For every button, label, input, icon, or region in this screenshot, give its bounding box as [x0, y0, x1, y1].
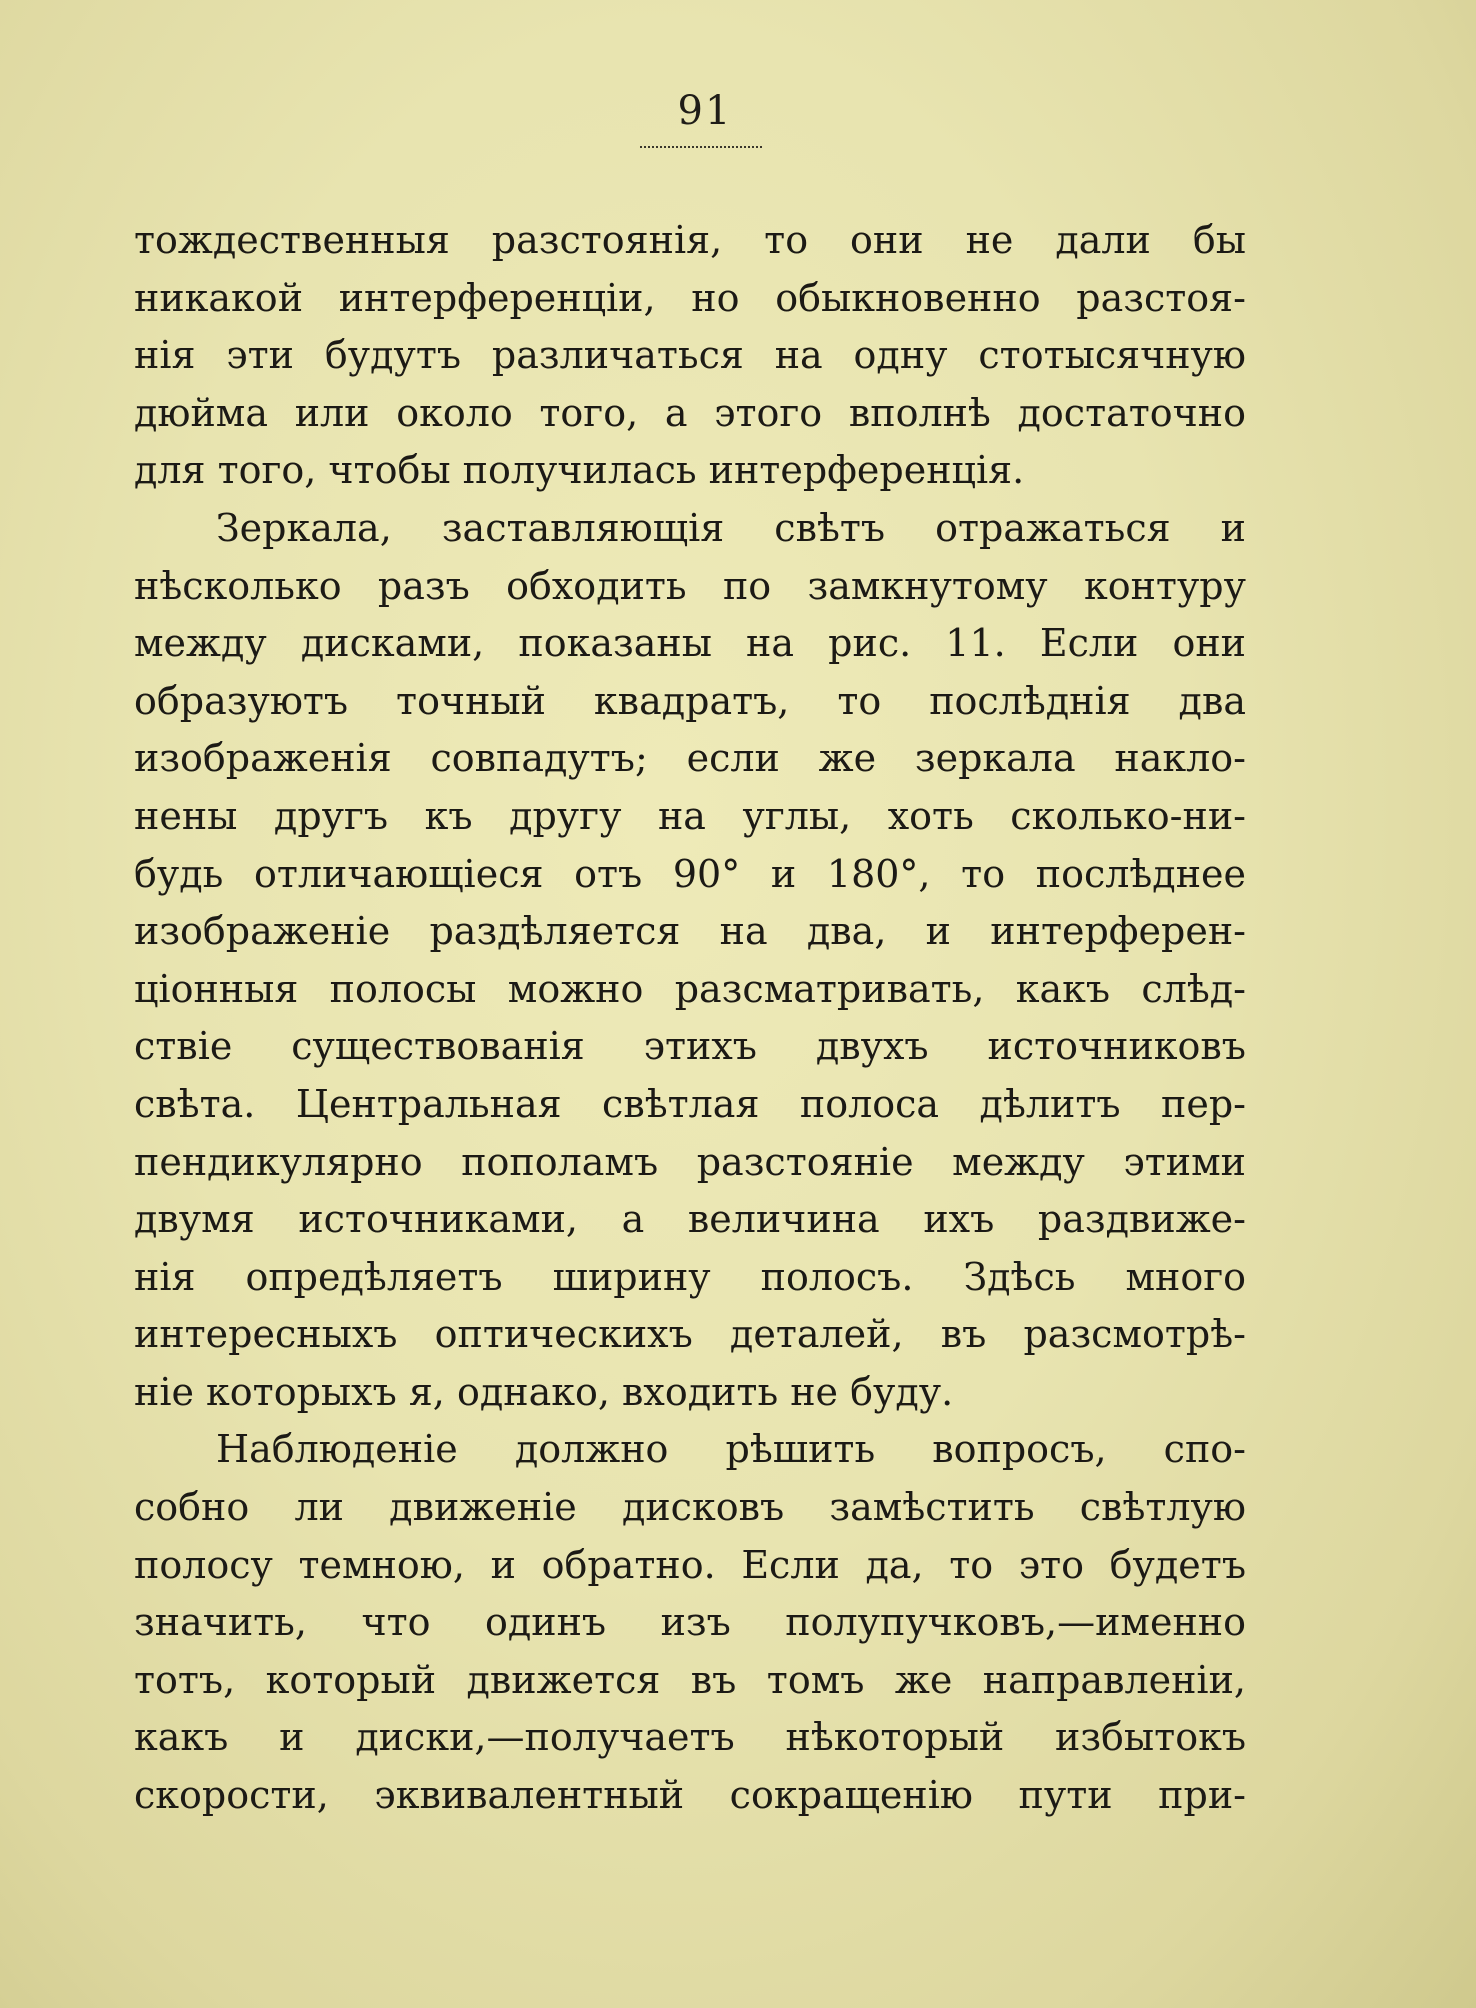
text-line: свѣта. Центральная свѣтлая полоса дѣлитъ пер-: [134, 1081, 1246, 1126]
text-line: дюйма или около того, а этого вполнѣ достаточно: [134, 390, 1246, 435]
text-line: пендикулярно пополамъ разстояніе между этими: [134, 1139, 1246, 1184]
text-line: тождественныя разстоянія, то они не дали бы: [134, 218, 1246, 262]
body-text: [134, 212, 1246, 1825]
text-line: двумя источниками, а величина ихъ раздвиже-: [134, 1197, 1246, 1242]
page-number-rule: [640, 146, 762, 148]
text-line: нія эти будутъ различаться на одну стотысячную: [134, 333, 1246, 378]
text-line: образуютъ точный квадратъ, то послѣднія два: [134, 678, 1246, 723]
text-line: полосу темною, и обратно. Если да, то это будетъ: [134, 1542, 1246, 1587]
text-line: значить, что одинъ изъ полупучковъ,—именно: [134, 1600, 1246, 1645]
text-line: интересныхъ оптическихъ деталей, въ разсмотрѣ-: [134, 1312, 1246, 1357]
text-line: изображеніе раздѣляется на два, и интерферен-: [134, 909, 1246, 954]
text-line: для того, чтобы получилась интерференція.: [134, 448, 1025, 493]
text-line: ніе которыхъ я, однако, входить не буду.: [134, 1369, 954, 1414]
text-line: нены другъ къ другу на углы, хоть сколько-ни-: [134, 793, 1246, 838]
text-line: изображенія совпадутъ; если же зеркала накло-: [134, 736, 1246, 781]
text-line: тотъ, который движется въ томъ же направленіи,: [134, 1657, 1246, 1702]
text-line: между дисками, показаны на рис. 11. Если они: [134, 621, 1246, 666]
text-line: скорости, эквивалентный сокращенію пути при-: [134, 1773, 1246, 1818]
text-line: Наблюденіе должно рѣшить вопросъ, спо-: [216, 1427, 1246, 1472]
text-line: нія опредѣляетъ ширину полосъ. Здѣсь много: [134, 1254, 1246, 1299]
text-line: нѣсколько разъ обходить по замкнутому контуру: [134, 563, 1246, 608]
text-line: будь отличающіеся отъ 90° и 180°, то послѣднее: [134, 851, 1246, 896]
text-line: какъ и диски,—получаетъ нѣкоторый избытокъ: [134, 1715, 1246, 1760]
text-line: ствіе существованія этихъ двухъ источниковъ: [134, 1024, 1246, 1069]
text-line: собно ли движеніе дисковъ замѣстить свѣтлую: [134, 1485, 1246, 1530]
text-line: ціонныя полосы можно разсматривать, какъ слѣд-: [134, 966, 1246, 1011]
text-line: никакой интерференціи, но обыкновенно разстоя-: [134, 275, 1246, 320]
page-number: 91: [677, 88, 733, 134]
text-line: Зеркала, заставляющія свѣтъ отражаться и: [216, 505, 1246, 550]
